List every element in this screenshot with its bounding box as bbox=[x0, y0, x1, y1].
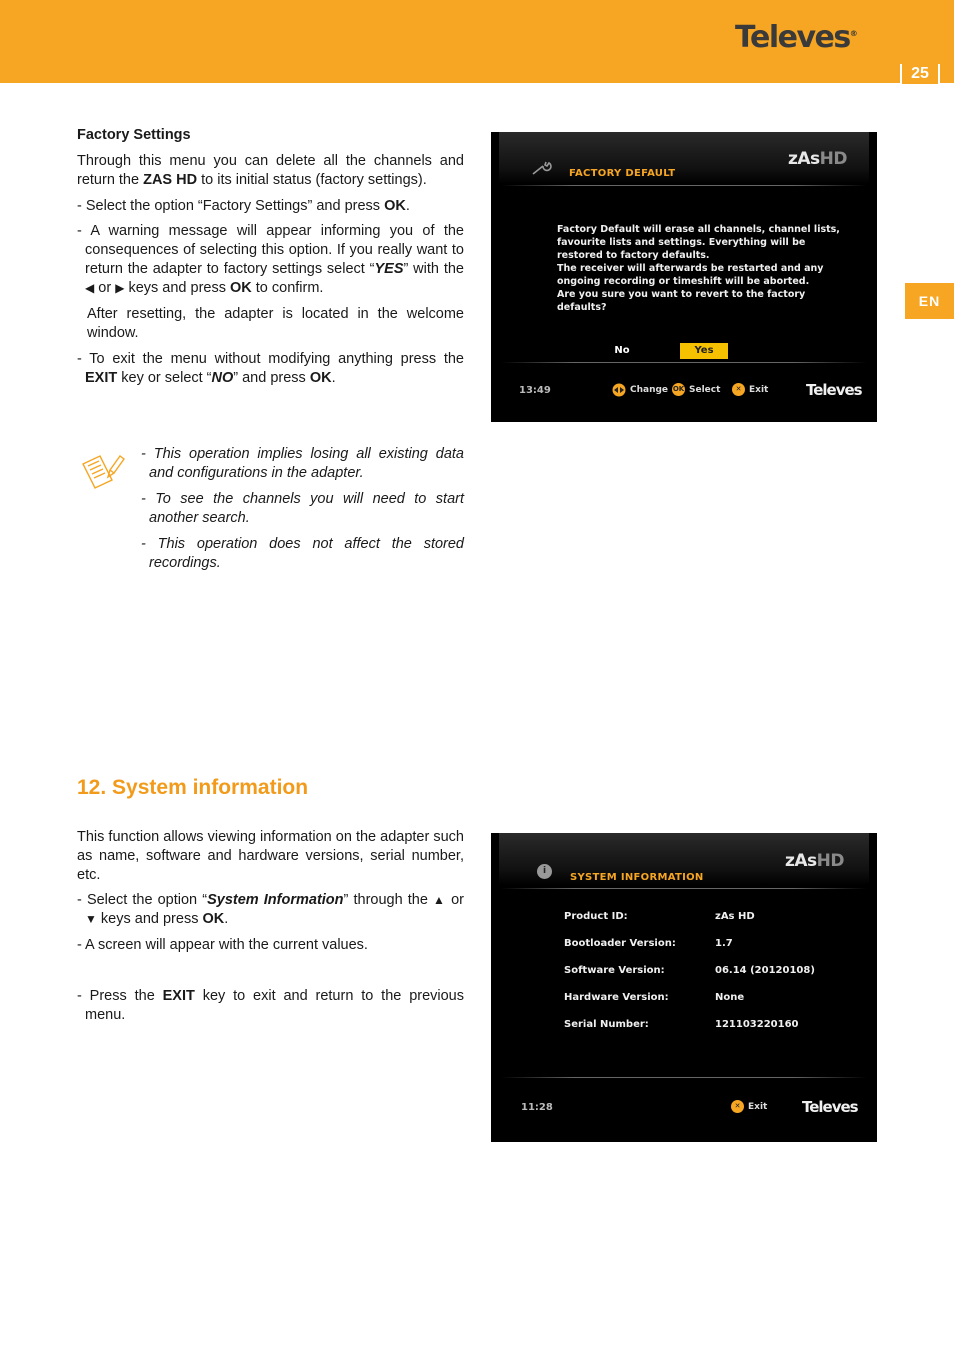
bullet-item: - To exit the menu without modifying anything press the EXIT key or select “NO” and press OK. bbox=[77, 351, 464, 386]
left-arrow-icon: ◀ bbox=[85, 281, 95, 295]
left-right-icon bbox=[612, 383, 626, 397]
divider bbox=[501, 362, 867, 363]
divider bbox=[501, 185, 867, 186]
yes-button[interactable]: Yes bbox=[680, 343, 728, 359]
note-item: - This operation does not affect the stored recordings. bbox=[141, 536, 464, 571]
page-number: 25 bbox=[900, 64, 940, 86]
info-row: Product ID: zAs HD bbox=[564, 911, 755, 922]
warning-message: Factory Default will erase all channels, channel lists, favourite lists and settings. Everything will be restored to factory defaults. The receiver will afterwards be restarted and any ongoing recording or timeshift will be aborted. Are you sure you want to revert to the factory defaults? bbox=[557, 224, 840, 313]
televes-logo: Televes bbox=[806, 381, 862, 399]
paragraph: Through this menu you can delete all the channels and return the ZAS HD to its initial status (factory settings). bbox=[77, 153, 464, 188]
clock: 13:49 bbox=[519, 385, 551, 396]
info-row: Hardware Version: None bbox=[564, 992, 745, 1003]
screen-title: FACTORY DEFAULT bbox=[569, 168, 676, 179]
factory-default-screenshot bbox=[491, 132, 877, 422]
ok-icon: OK bbox=[672, 383, 685, 396]
note-item: - This operation implies losing all existing data and configurations in the adapter. bbox=[141, 446, 464, 481]
screen-title: SYSTEM INFORMATION bbox=[570, 872, 704, 883]
paragraph: After resetting, the adapter is located in the welcome window. bbox=[87, 306, 464, 341]
system-information-section bbox=[77, 828, 464, 1025]
bullet-item: - Press the EXIT key to exit and return to the previous menu. bbox=[77, 988, 465, 1023]
bullet-item: - A screen will appear with the current values. bbox=[77, 937, 368, 953]
hint-select: OK Select bbox=[672, 384, 721, 395]
down-arrow-icon: ▼ bbox=[85, 912, 97, 926]
section-title: 12. System information bbox=[77, 776, 309, 799]
exit-icon: ✕ bbox=[732, 383, 745, 396]
zas-hd-brand: zAsHD bbox=[788, 149, 848, 169]
hint-change: Change bbox=[612, 383, 668, 397]
language-tab: EN bbox=[905, 283, 954, 319]
right-arrow-icon: ▶ bbox=[115, 281, 125, 295]
note-pencil-icon bbox=[80, 450, 126, 492]
info-icon: i bbox=[537, 864, 552, 879]
paragraph: This function allows viewing information on the adapter such as name, software and hardware versions, serial number, etc. bbox=[77, 829, 464, 883]
televes-logo: Televes bbox=[802, 1098, 858, 1116]
zas-hd-brand: zAsHD bbox=[785, 851, 845, 871]
note-item: - To see the channels you will need to start another search. bbox=[141, 491, 464, 526]
section-heading: Factory Settings bbox=[77, 127, 191, 143]
info-row: Bootloader Version: 1.7 bbox=[564, 938, 733, 949]
info-row: Serial Number: 121103220160 bbox=[564, 1019, 799, 1030]
bullet-item: - A warning message will appear informing you of the consequences of selecting this option. If you really want to return the adapter to factory settings select “YES” with the ◀ or ▶ keys and press OK to confirm. bbox=[77, 223, 464, 296]
brand-logo: Televes® bbox=[735, 20, 858, 55]
divider bbox=[501, 1077, 867, 1078]
divider bbox=[501, 888, 867, 889]
exit-icon: ✕ bbox=[731, 1100, 744, 1113]
bullet-item: - Select the option “Factory Settings” and press OK. bbox=[77, 198, 410, 214]
clock: 11:28 bbox=[521, 1102, 553, 1113]
bullet-item: - Select the option “System Information” through the ▲ or ▼ keys and press OK. bbox=[77, 892, 465, 927]
system-information-screenshot bbox=[491, 833, 877, 1142]
wrench-icon bbox=[531, 160, 553, 176]
no-button[interactable]: No bbox=[614, 345, 630, 356]
hint-exit: ✕ Exit bbox=[732, 383, 768, 396]
hint-exit: ✕ Exit bbox=[731, 1100, 767, 1113]
up-arrow-icon: ▲ bbox=[433, 893, 446, 907]
factory-settings-section bbox=[77, 126, 464, 388]
header-bar bbox=[0, 0, 954, 83]
info-row: Software Version: 06.14 (20120108) bbox=[564, 965, 815, 976]
notes-block bbox=[141, 445, 464, 573]
